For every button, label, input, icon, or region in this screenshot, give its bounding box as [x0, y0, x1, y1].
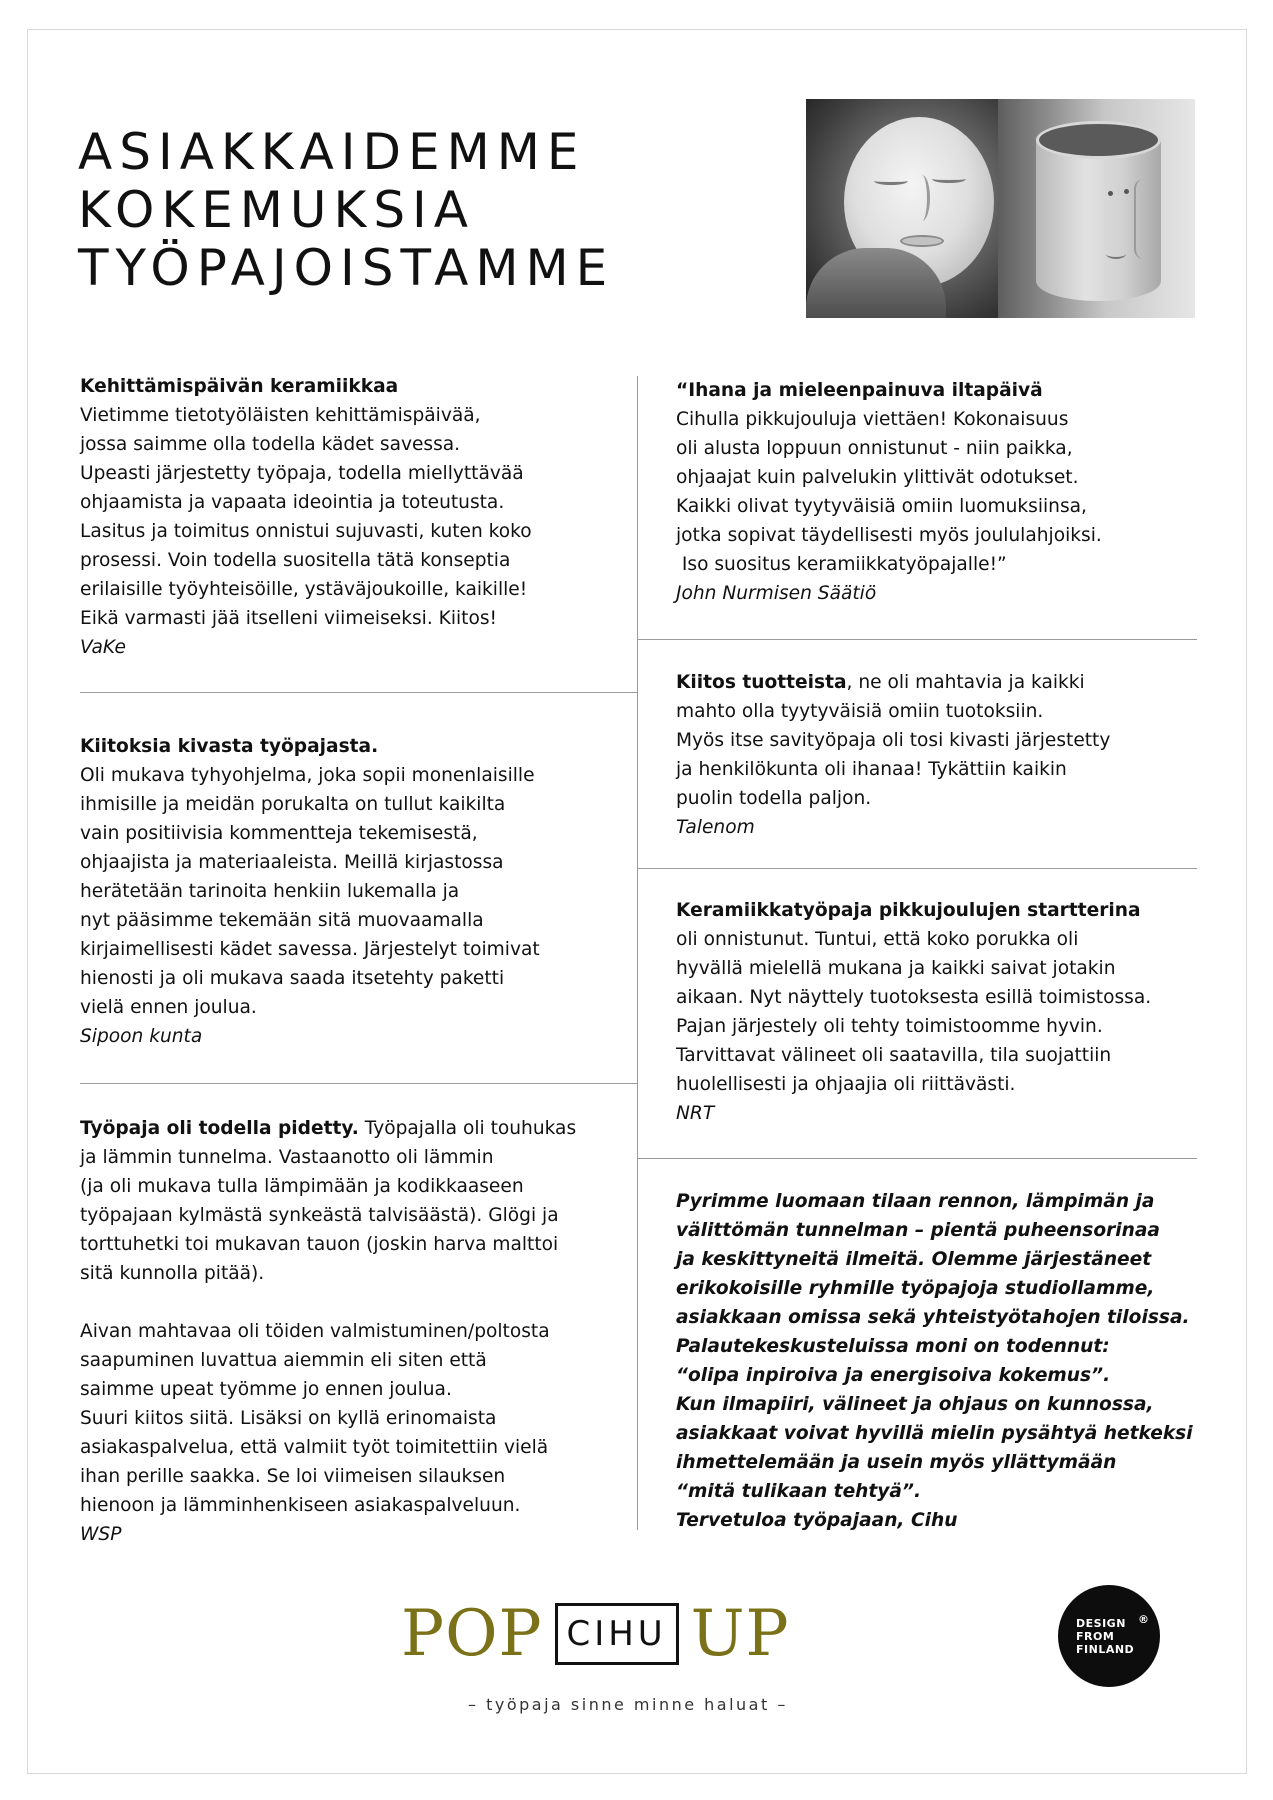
section-rule [80, 1083, 637, 1084]
testimonial-signature: WSP [80, 1524, 122, 1545]
testimonial-heading: “Ihana ja mieleenpainuva iltapäivä [676, 380, 1043, 401]
closing-line: Tervetuloa työpajaan, Cihu [676, 1510, 958, 1531]
testimonial-line: , ne oli mahtavia ja kaikki [846, 672, 1085, 693]
testimonial-line: asiakaspalvelua, että valmiit työt toimitettiin vielä [80, 1437, 549, 1458]
testimonial-line: hienoon ja lämminhenkiseen asiakaspalveluun. [80, 1495, 521, 1516]
testimonial-line: jotka sopivat täydellisesti myös joululahjoiksi. [676, 525, 1102, 546]
title-line: KOKEMUKSIA [78, 181, 476, 239]
testimonial-line: oli alusta loppuun onnistunut - niin paikka, [676, 438, 1073, 459]
testimonial-line: ohjaamista ja vapaata ideointia ja toteutusta. [80, 492, 505, 513]
testimonial-john-nurminen [676, 376, 1102, 608]
ceramic-vase [1036, 121, 1161, 301]
testimonial-heading: Keramiikkatyöpaja pikkujoulujen startterina [676, 900, 1141, 921]
testimonial-line: jossa saimme olla todella kädet savessa. [80, 434, 461, 455]
testimonial-sipoo [80, 732, 540, 1051]
testimonial-line: ihmisille ja meidän porukalta on tullut kaikilta [80, 794, 506, 815]
testimonial-line: Oli mukava tyhyohjelma, joka sopii monenlaisille [80, 765, 535, 786]
testimonial-line: Tarvittavat välineet oli saatavilla, tila suojattiin [676, 1045, 1112, 1066]
section-rule [637, 868, 1197, 869]
title-line: ASIAKKAIDEMME [78, 123, 586, 181]
closing-line: välittömän tunnelman – pientä puheensorinaa [676, 1220, 1160, 1241]
mask-nose [914, 175, 930, 221]
testimonial-line: Upeasti järjestetty työpaja, todella miellyttävää [80, 463, 524, 484]
testimonial-line: työpajaan kylmästä synkeästä talvisäästä). Glögi ja [80, 1205, 559, 1226]
testimonial-heading: Kehittämispäivän keramiikkaa [80, 376, 399, 397]
testimonial-wsp [80, 1114, 576, 1549]
column-divider [637, 376, 638, 1530]
testimonial-line: prosessi. Voin todella suositella tätä konseptia [80, 550, 511, 571]
testimonial-line: hyvällä mielellä mukana ja kaikki saivat jotakin [676, 958, 1116, 979]
testimonial-line: nyt pääsimme tekemään sitä muovaamalla [80, 910, 484, 931]
testimonial-line: Lasitus ja toimitus onnistui sujuvasti, kuten koko [80, 521, 532, 542]
testimonial-line: (ja oli mukava tulla lämpimään ja kodikkaaseen [80, 1176, 524, 1197]
vase-rim [1036, 121, 1161, 159]
testimonial-line: sitä kunnolla pitää). [80, 1263, 265, 1284]
mask-eye [874, 177, 908, 185]
testimonial-signature: Sipoon kunta [80, 1026, 203, 1047]
testimonial-line: vain positiivisia kommentteja tekemisestä, [80, 823, 478, 844]
closing-line: Palautekeskusteluissa moni on todennut: [676, 1336, 1110, 1357]
testimonial-nrt [676, 896, 1151, 1128]
closing-line: asiakkaat voivat hyvillä mielin pysähtyä hetkeksi [676, 1423, 1193, 1444]
logo-pop-word: POP [401, 1597, 543, 1671]
testimonial-line: mahto olla tyytyväisiä omiin tuotoksiin. [676, 701, 1044, 722]
ceramic-face-mask-photo [806, 99, 998, 318]
badge-line: FINLAND [1076, 1642, 1135, 1656]
testimonial-line: aikaan. Nyt näyttely tuotoksesta esillä toimistossa. [676, 987, 1152, 1008]
closing-line: “olipa inpiroiva ja energisoiva kokemus”. [676, 1365, 1111, 1386]
closing-line: “mitä tulikaan tehtyä”. [676, 1481, 922, 1502]
vase-eye [1108, 191, 1113, 196]
testimonial-signature: NRT [676, 1103, 715, 1124]
badge-line: FROM [1076, 1629, 1115, 1643]
vase-smile [1106, 249, 1126, 259]
closing-line: asiakkaan omissa sekä yhteistyötahojen tiloissa. [676, 1307, 1190, 1328]
testimonial-line: Myös itse savityöpaja oli tosi kivasti järjestetty [676, 730, 1111, 751]
testimonial-line: torttuhetki toi mukavan tauon (joskin harva malttoi [80, 1234, 559, 1255]
testimonial-line: kirjaimellisesti kädet savessa. Järjestelyt toimivat [80, 939, 540, 960]
testimonial-line: ja lämmin tunnelma. Vastaanotto oli lämmin [80, 1147, 494, 1168]
closing-line: erikokoisille ryhmille työpajoja studiollamme, [676, 1278, 1155, 1299]
logo-up-word: UP [690, 1597, 790, 1671]
testimonial-line: oli onnistunut. Tuntui, että koko porukka oli [676, 929, 1079, 950]
closing-line: ja keskittyneitä ilmeitä. Olemme järjestäneet [676, 1249, 1152, 1270]
testimonial-heading: Kiitoksia kivasta työpajasta. [80, 736, 379, 757]
testimonial-signature: John Nurmisen Säätiö [676, 583, 877, 604]
testimonial-first-line [676, 668, 1110, 697]
testimonial-line: vielä ennen joulua. [80, 997, 257, 1018]
testimonial-line: herätetään tarinoita henkiin lukemalla ja [80, 881, 460, 902]
section-rule [80, 692, 637, 693]
testimonial-line: ohjaajista ja materiaaleista. Meillä kirjastossa [80, 852, 504, 873]
testimonial-line: Pajan järjestely oli tehty toimistoomme hyvin. [676, 1016, 1103, 1037]
testimonial-heading: Kiitos tuotteista [676, 672, 847, 693]
vase-nose [1134, 179, 1154, 259]
title-line: TYÖPAJOISTAMME [78, 239, 615, 297]
badge-line: DESIGN [1076, 1616, 1126, 1630]
testimonial-line: Työpajalla oli touhukas [358, 1118, 577, 1139]
testimonial-line: Eikä varmasti jää itselleni viimeiseksi. Kiitos! [80, 608, 497, 629]
testimonial-line: ja henkilökunta oli ihanaa! Tykättiin kaikin [676, 759, 1067, 780]
testimonial-line: hienosti ja oli mukava saada itsetehty paketti [80, 968, 505, 989]
testimonial-line: Kaikki olivat tyytyväisiä omiin luomuksiinsa, [676, 496, 1087, 517]
testimonial-line: Iso suositus keramiikkatyöpajalle!” [676, 554, 1007, 575]
testimonial-line: Aivan mahtavaa oli töiden valmistuminen/poltosta [80, 1321, 550, 1342]
closing-line: Kun ilmapiiri, välineet ja ohjaus on kunnossa, [676, 1394, 1154, 1415]
section-rule [637, 1158, 1197, 1159]
logo-cihu-box: CIHU [555, 1603, 679, 1665]
logo-tagline: – työpaja sinne minne haluat – [468, 1695, 788, 1714]
testimonial-line: puolin todella paljon. [676, 788, 872, 809]
section-rule [637, 639, 1197, 640]
mask-eye [932, 175, 966, 183]
closing-statement [676, 1187, 1193, 1535]
popup-cihu-logo [401, 1599, 790, 1669]
testimonial-line: erilaisille työyhteisöille, ystäväjoukoille, kaikille! [80, 579, 528, 600]
testimonial-talenom [676, 668, 1110, 842]
testimonial-vake [80, 372, 532, 662]
workshop-photos [806, 99, 1195, 318]
testimonial-line: ohjaajat kuin palvelukin ylittivät odotukset. [676, 467, 1079, 488]
closing-line: ihmettelemään ja usein myös yllättymään [676, 1452, 1117, 1473]
testimonial-line: huolellisesti ja ohjaajia oli riittävästi. [676, 1074, 1016, 1095]
vase-eye [1124, 189, 1129, 194]
registered-mark: ® [1138, 1613, 1150, 1626]
ceramic-face-vase-photo [998, 99, 1195, 318]
mask-mouth [900, 235, 944, 247]
testimonial-line: Vietimme tietotyöläisten kehittämispäivää, [80, 405, 481, 426]
testimonial-line: saapuminen luvattua aiemmin eli siten että [80, 1350, 487, 1371]
page-title [78, 123, 614, 297]
testimonial-line: ihan perille saakka. Se loi viimeisen silauksen [80, 1466, 506, 1487]
closing-line: Pyrimme luomaan tilaan rennon, lämpimän ja [676, 1191, 1155, 1212]
testimonial-signature: VaKe [80, 637, 126, 658]
design-from-finland-badge [1058, 1585, 1160, 1687]
testimonial-signature: Talenom [676, 817, 755, 838]
testimonial-line: Cihulla pikkujouluja viettäen! Kokonaisuus [676, 409, 1069, 430]
testimonial-heading: Työpaja oli todella pidetty. [80, 1118, 359, 1139]
testimonial-line: Suuri kiitos siitä. Lisäksi on kyllä erinomaista [80, 1408, 497, 1429]
testimonial-line: saimme upeat työmme jo ennen joulua. [80, 1379, 452, 1400]
testimonial-first-line [80, 1114, 576, 1143]
